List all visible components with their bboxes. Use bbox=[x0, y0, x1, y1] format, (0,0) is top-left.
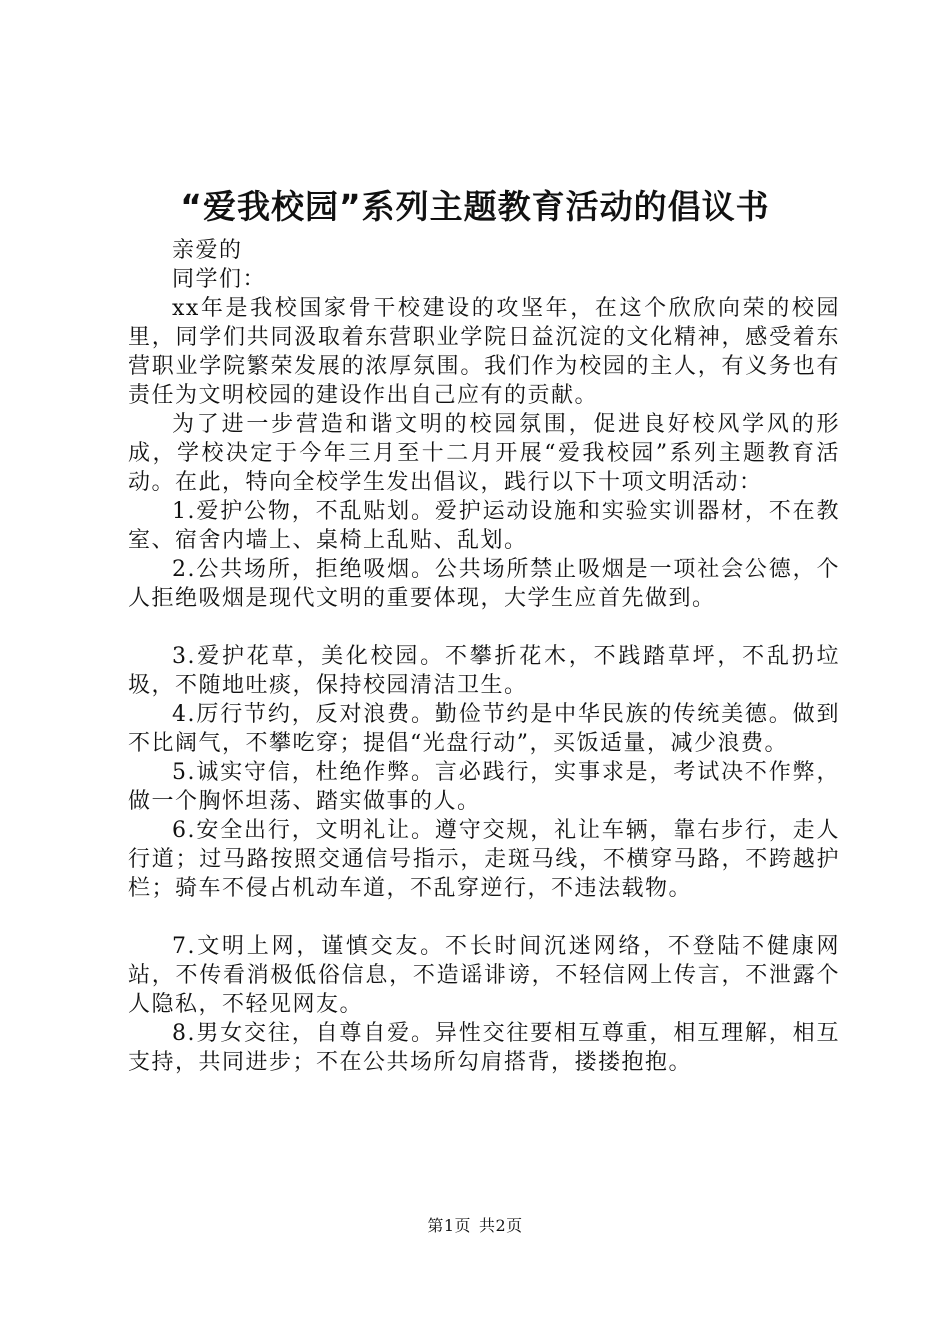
paragraph-item-3: 3.爱护花草，美化校园。不攀折花木，不践踏草坪，不乱扔垃圾，不随地吐痰，保持校园清洁卫生。 bbox=[128, 644, 840, 698]
document-body bbox=[128, 236, 840, 1077]
paragraph-intro: xx年是我校国家骨干校建设的攻坚年，在这个欣欣向荣的校园里，同学们共同汲取着东营职业学院日益沉淀的文化精神，感受着东营职业学院繁荣发展的浓厚氛围。我们作为校园的主人，有义务也有责任为文明校园的建设作出自己应有的贡献。 bbox=[128, 296, 840, 408]
paragraph-item-5: 5.诚实守信，杜绝作弊。言必践行，实事求是，考试决不作弊，做一个胸怀坦荡、踏实做事的人。 bbox=[128, 760, 840, 814]
page-footer bbox=[0, 1214, 950, 1238]
paragraph-item-8: 8.男女交往，自尊自爱。异性交往要相互尊重，相互理解，相互支持，共同进步；不在公共场所勾肩搭背，搂搂抱抱。 bbox=[128, 1021, 840, 1075]
paragraph-item-7: 7.文明上网，谨慎交友。不长时间沉迷网络，不登陆不健康网站，不传看消极低俗信息，不造谣诽谤，不轻信网上传言，不泄露个人隐私，不轻见网友。 bbox=[128, 934, 840, 1017]
document-title: “爱我校园”系列主题教育活动的倡议书 bbox=[180, 187, 770, 226]
paragraph-item-6: 6.安全出行，文明礼让。遵守交规，礼让车辆，靠右步行，走人行道；过马路按照交通信号指示，走斑马线，不横穿马路，不跨越护栏；骑车不侵占机动车道，不乱穿逆行，不违法载物。 bbox=[128, 818, 840, 901]
page-number: 第1页 bbox=[427, 1216, 471, 1235]
paragraph-item-2: 2.公共场所，拒绝吸烟。公共场所禁止吸烟是一项社会公德，个人拒绝吸烟是现代文明的重要体现，大学生应首先做到。 bbox=[128, 557, 840, 611]
paragraph-item-4: 4.厉行节约，反对浪费。勤俭节约是中华民族的传统美德。做到不比阔气，不攀吃穿；提倡“光盘行动”，买饭适量，减少浪费。 bbox=[128, 702, 840, 756]
salutation-line-2: 同学们： bbox=[172, 267, 267, 292]
page-count: 共2页 bbox=[479, 1216, 523, 1235]
salutation-line-1: 亲爱的 bbox=[172, 238, 243, 263]
paragraph-proposal: 为了进一步营造和谐文明的校园氛围，促进良好校风学风的形成，学校决定于今年三月至十二月开展“爱我校园”系列主题教育活动。在此，特向全校学生发出倡议，践行以下十项文明活动： bbox=[128, 412, 840, 495]
paragraph-item-1: 1.爱护公物，不乱贴划。爱护运动设施和实验实训器材，不在教室、宿舍内墙上、桌椅上乱贴、乱划。 bbox=[128, 499, 840, 553]
